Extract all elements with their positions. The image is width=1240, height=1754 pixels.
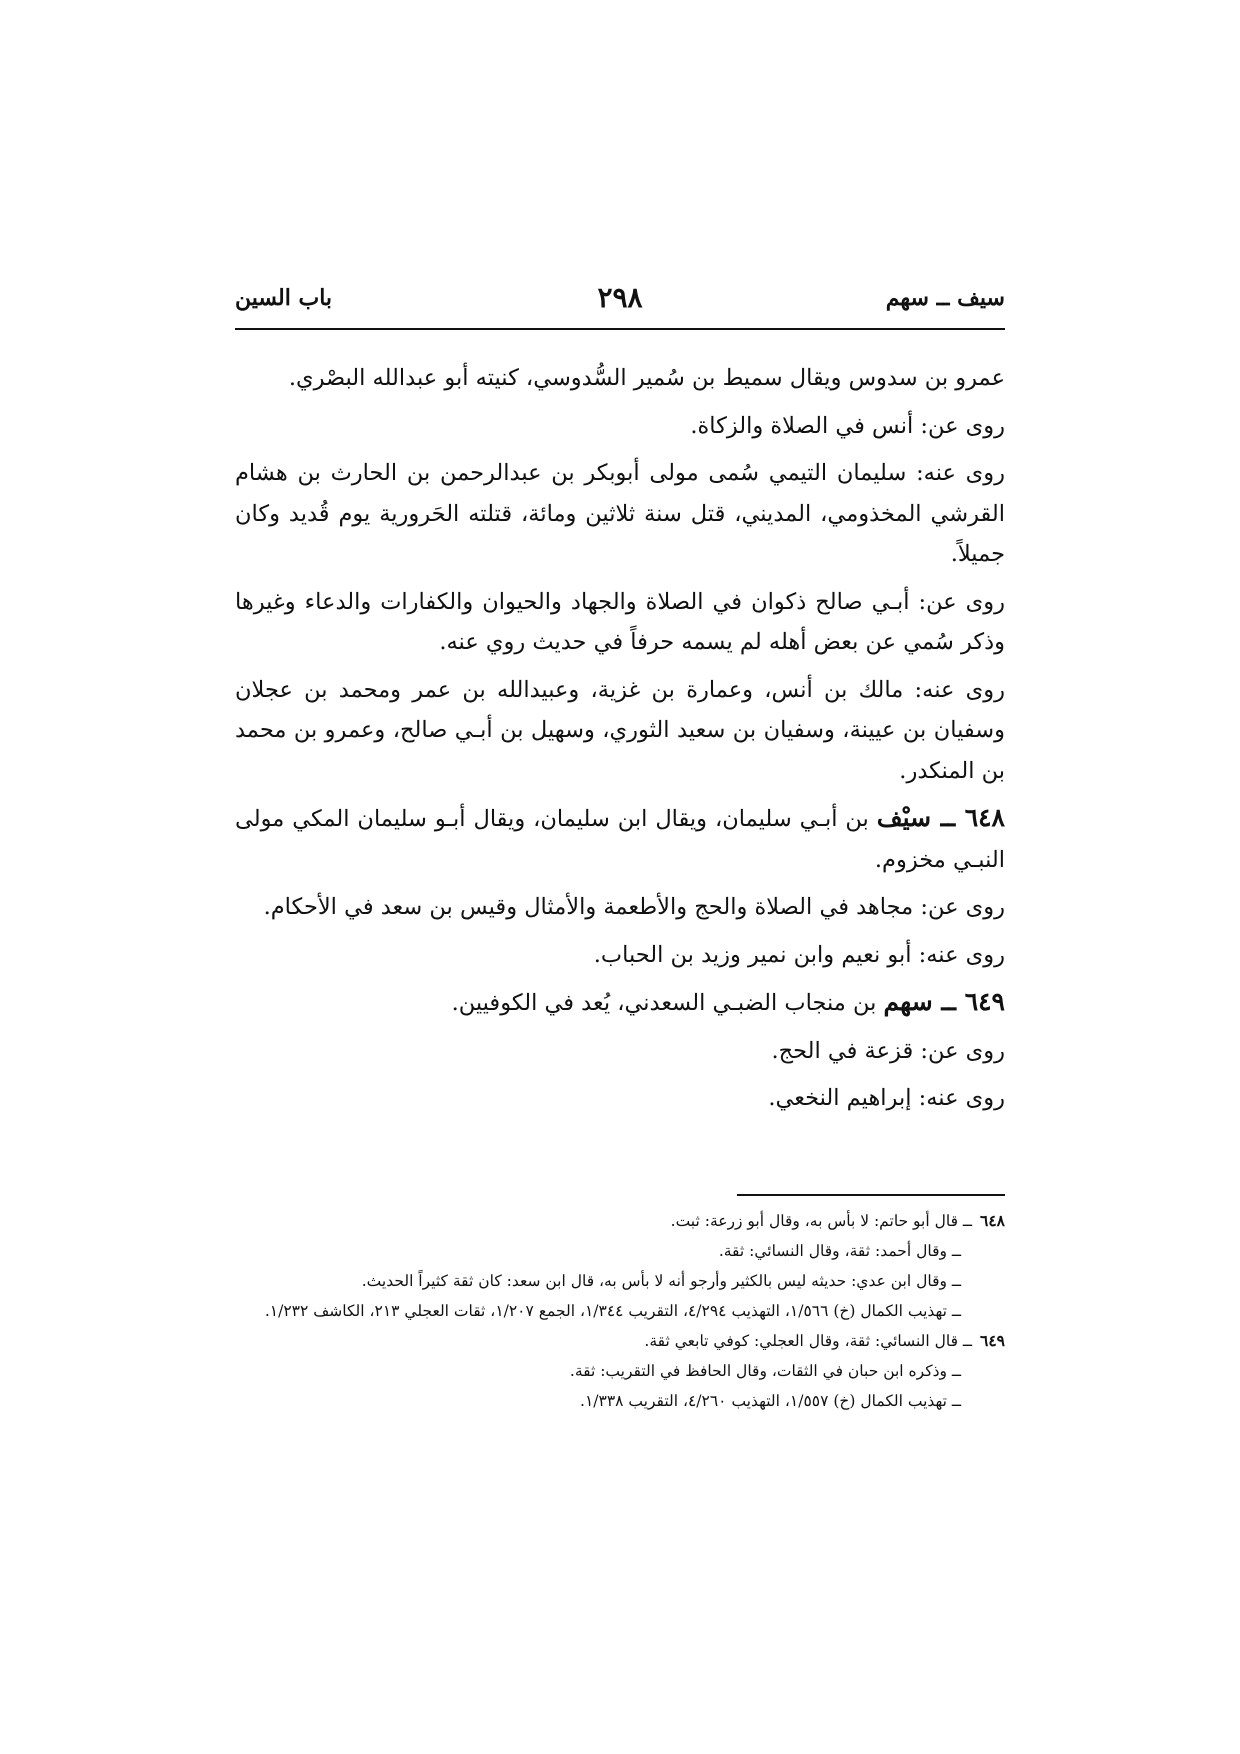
entry-number: ٦٤٩: [964, 987, 1005, 1016]
footnote-line: ــ وقال أحمد: ثقة، وقال النسائي: ثقة.: [718, 1242, 961, 1260]
paragraph: روى عنه: مالك بن أنس، وعمارة بن غزية، وعبيدالله بن عمر ومحمد بن عجلان وسفيان بن عيينة، وسفيان بن سعيد الثوري، وسهيل بن أبـي صالح، وعمرو بن محمد بن المنكدر.: [235, 676, 1005, 784]
running-head: [235, 281, 1005, 325]
footnote-line: [235, 1326, 1005, 1356]
paragraph: روى عن: مجاهد في الصلاة والحج والأطعمة والأمثال وقيس بن سعد في الأحكام.: [263, 894, 1005, 920]
footnote-line: ــ تهذيب الكمال (خ) ١/٥٦٦، التهذيب ٤/٢٩٤، التقريب ١/٣٤٤، الجمع ١/٢٠٧، ثقات العجلي ٢١٣، الكاشف ١/٢٣٢.: [264, 1302, 961, 1320]
entry-649: [235, 982, 1005, 1024]
entry-name: سيْف: [876, 803, 932, 832]
footnote-text: ــ قال النسائي: ثقة، وقال العجلي: كوفي تابعي ثقة.: [644, 1332, 973, 1350]
entry-text: بن منجاب الضبـي السعدني، يُعد في الكوفيين.: [451, 990, 884, 1016]
entry-text: بن أبـي سليمان، ويقال ابن سليمان، ويقال أبـو سليمان المكي مولى النبـي مخزوم.: [235, 806, 1005, 873]
entry-name: سهم: [883, 987, 933, 1016]
footnote-text: ــ قال أبو حاتم: لا بأس به، وقال أبو زرعة: ثبت.: [670, 1212, 973, 1230]
header-entry-range: سيف ــ سهم: [885, 285, 1005, 311]
paragraph: روى عن: قزعة في الحج.: [771, 1037, 1005, 1064]
page-number: ٢٩٨: [597, 281, 643, 314]
footnote-line: ــ وذكره ابن حبان في الثقات، وقال الحافظ في التقريب: ثقة.: [569, 1362, 961, 1380]
footnote-line: [235, 1206, 1005, 1236]
footnote-line: ــ تهذيب الكمال (خ) ١/٥٥٧، التهذيب ٤/٢٦٠، التقريب ١/٣٣٨.: [580, 1392, 961, 1410]
footnotes: [235, 1206, 1005, 1416]
paragraph: روى عن: أبـي صالح ذكوان في الصلاة والجهاد والحيوان والكفارات والدعاء وغيرها وذكر سُمي عن بعض أهله لم يسمه حرفاً في حديث روي عنه.: [235, 588, 1005, 655]
paragraph: روى عنه: إبراهيم النخعي.: [768, 1085, 1005, 1111]
paragraph: روى عن: أنس في الصلاة والزكاة.: [690, 412, 1005, 439]
header-rule: [235, 328, 1005, 330]
entry-number: ٦٤٨: [964, 803, 1005, 832]
paragraph: عمرو بن سدوس ويقال سميط بن سُمير السُّدوسي، كنيته أبو عبدالله البصْري.: [288, 365, 1005, 391]
footnote-number: ٦٤٩: [980, 1331, 1005, 1350]
footnote-number: ٦٤٨: [980, 1211, 1005, 1230]
header-chapter-title: باب السين: [235, 285, 333, 311]
main-text: [235, 358, 1005, 1126]
paragraph: روى عنه: أبو نعيم وابن نمير وزيد بن الحباب.: [593, 941, 1005, 968]
footnote-rule: [737, 1194, 1005, 1196]
entry-dash: ــ: [931, 803, 965, 832]
paragraph: روى عنه: سليمان التيمي سُمى مولى أبوبكر بن عبدالرحمن بن الحارث بن هشام القرشي المخذومي، المديني، قتل سنة ثلاثين ومائة، قتلته الحَرورية يوم قُديد وكان جميلاً.: [235, 460, 1005, 567]
entry-dash: ــ: [932, 987, 965, 1016]
footnote-line: ــ وقال ابن عدي: حديثه ليس بالكثير وأرجو أنه لا بأس به، قال ابن سعد: كان ثقة كثيراً الحديث.: [361, 1272, 961, 1290]
entry-648: [235, 798, 1005, 880]
